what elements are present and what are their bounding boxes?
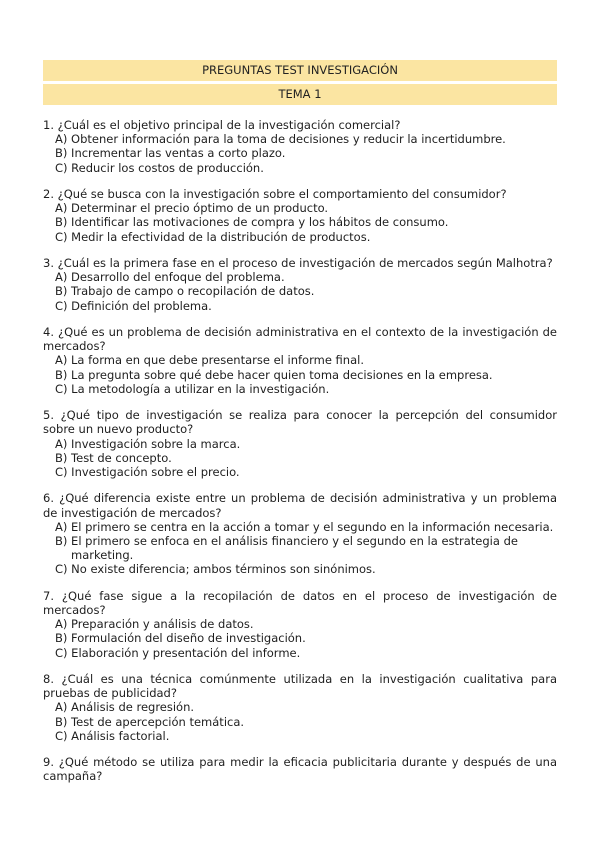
question-item [43, 408, 557, 479]
option-letter: C) [55, 465, 72, 480]
question-text: 3. ¿Cuál es la primera fase en el proceso de investigación de mercados según Malhotra? [43, 256, 553, 270]
option-text: Reducir los costos de producción. [71, 160, 264, 175]
option-text: Test de concepto. [71, 450, 172, 465]
question-item [43, 755, 557, 783]
answer-option [43, 534, 557, 562]
option-letter: A) [55, 700, 72, 715]
option-text: La forma en que debe presentarse el informe final. [71, 353, 364, 368]
answer-option [43, 230, 557, 244]
option-text: El primero se centra en la acción a tomar y el segundo en la información necesaria. [71, 519, 554, 534]
option-letter: B) [55, 714, 72, 729]
option-letter: A) [55, 353, 72, 368]
answer-option [43, 270, 557, 284]
question-text: 5. ¿Qué tipo de investigación se realiza para conocer la percepción del consumidor sobre un nuevo producto? [43, 408, 557, 437]
answer-option [43, 161, 557, 175]
option-text: Preparación y análisis de datos. [71, 617, 254, 632]
answer-option [43, 201, 557, 215]
option-text: No existe diferencia; ambos términos son sinónimos. [71, 562, 376, 577]
option-letter: B) [55, 534, 72, 549]
question-item [43, 491, 557, 576]
option-text: La metodología a utilizar en la investigación. [71, 381, 330, 396]
option-text: La pregunta sobre qué debe hacer quien toma decisiones en la empresa. [71, 367, 493, 382]
question-item [43, 256, 557, 313]
option-text: Investigación sobre el precio. [71, 465, 240, 480]
answer-option [43, 451, 557, 465]
question-text: 8. ¿Cuál es una técnica comúnmente utilizada en la investigación cualitativa para pruebas de publicidad? [43, 672, 557, 701]
answer-option [43, 562, 557, 576]
option-text: Análisis factorial. [71, 728, 170, 743]
answer-option [43, 646, 557, 660]
answer-option [43, 715, 557, 729]
option-letter: C) [55, 381, 72, 396]
option-letter: A) [55, 436, 72, 451]
answer-option [43, 215, 557, 229]
option-letter: B) [55, 215, 72, 230]
answer-option [43, 700, 557, 714]
option-letter: A) [55, 519, 72, 534]
option-letter: C) [55, 160, 72, 175]
answer-option [43, 146, 557, 160]
document-title: PREGUNTAS TEST INVESTIGACIÓN [43, 60, 557, 81]
answer-option [43, 132, 557, 146]
option-text: Trabajo de campo o recopilación de datos. [71, 284, 315, 299]
option-letter: A) [55, 201, 72, 216]
question-text: 9. ¿Qué método se utiliza para medir la eficacia publicitaria durante y después de una campaña? [43, 755, 557, 784]
option-letter: B) [55, 367, 72, 382]
option-text: Elaboración y presentación del informe. [71, 645, 301, 660]
option-text: Investigación sobre la marca. [71, 436, 241, 451]
option-letter: C) [55, 645, 72, 660]
question-item [43, 187, 557, 244]
option-text: Formulación del diseño de investigación. [71, 631, 306, 646]
question-item [43, 325, 557, 396]
answer-option [43, 729, 557, 743]
option-letter: C) [55, 562, 72, 577]
topic-heading: TEMA 1 [43, 84, 557, 105]
option-letter: A) [55, 132, 72, 147]
option-letter: A) [55, 270, 72, 285]
option-text: Definición del problema. [71, 298, 212, 313]
question-text: 1. ¿Cuál es el objetivo principal de la investigación comercial? [43, 118, 401, 132]
option-text: Determinar el precio óptimo de un producto. [71, 201, 329, 216]
option-letter: B) [55, 146, 72, 161]
option-text: Incrementar las ventas a corto plazo. [71, 146, 286, 161]
answer-option [43, 520, 557, 534]
question-text: 6. ¿Qué diferencia existe entre un problema de decisión administrativa y un problema de investigación de mercados? [43, 491, 557, 520]
question-text: 4. ¿Qué es un problema de decisión administrativa en el contexto de la investigación de mercados? [43, 325, 557, 354]
option-letter: B) [55, 631, 72, 646]
option-text: El primero se enfoca en el análisis financiero y el segundo en la estrategia de marketing. [71, 534, 518, 563]
answer-option [43, 437, 557, 451]
option-text: Medir la efectividad de la distribución de productos. [71, 229, 371, 244]
answer-option [43, 299, 557, 313]
option-letter: B) [55, 450, 72, 465]
answer-option [43, 631, 557, 645]
option-text: Análisis de regresión. [71, 700, 195, 715]
question-item [43, 672, 557, 743]
option-text: Test de apercepción temática. [71, 714, 245, 729]
option-letter: C) [55, 229, 72, 244]
question-list [43, 118, 557, 796]
question-text: 2. ¿Qué se busca con la investigación sobre el comportamiento del consumidor? [43, 187, 507, 201]
question-item [43, 589, 557, 660]
option-letter: A) [55, 617, 72, 632]
question-text: 7. ¿Qué fase sigue a la recopilación de datos en el proceso de investigación de mercados? [43, 588, 557, 618]
answer-option [43, 617, 557, 631]
answer-option [43, 353, 557, 367]
answer-option [43, 284, 557, 298]
answer-option [43, 465, 557, 479]
question-item [43, 118, 557, 175]
option-letter: B) [55, 284, 72, 299]
option-text: Identificar las motivaciones de compra y los hábitos de consumo. [71, 215, 449, 230]
option-letter: C) [55, 728, 72, 743]
option-text: Desarrollo del enfoque del problema. [71, 270, 285, 285]
answer-option [43, 382, 557, 396]
option-text: Obtener información para la toma de decisiones y reducir la incertidumbre. [71, 132, 506, 147]
answer-option [43, 368, 557, 382]
option-letter: C) [55, 298, 72, 313]
